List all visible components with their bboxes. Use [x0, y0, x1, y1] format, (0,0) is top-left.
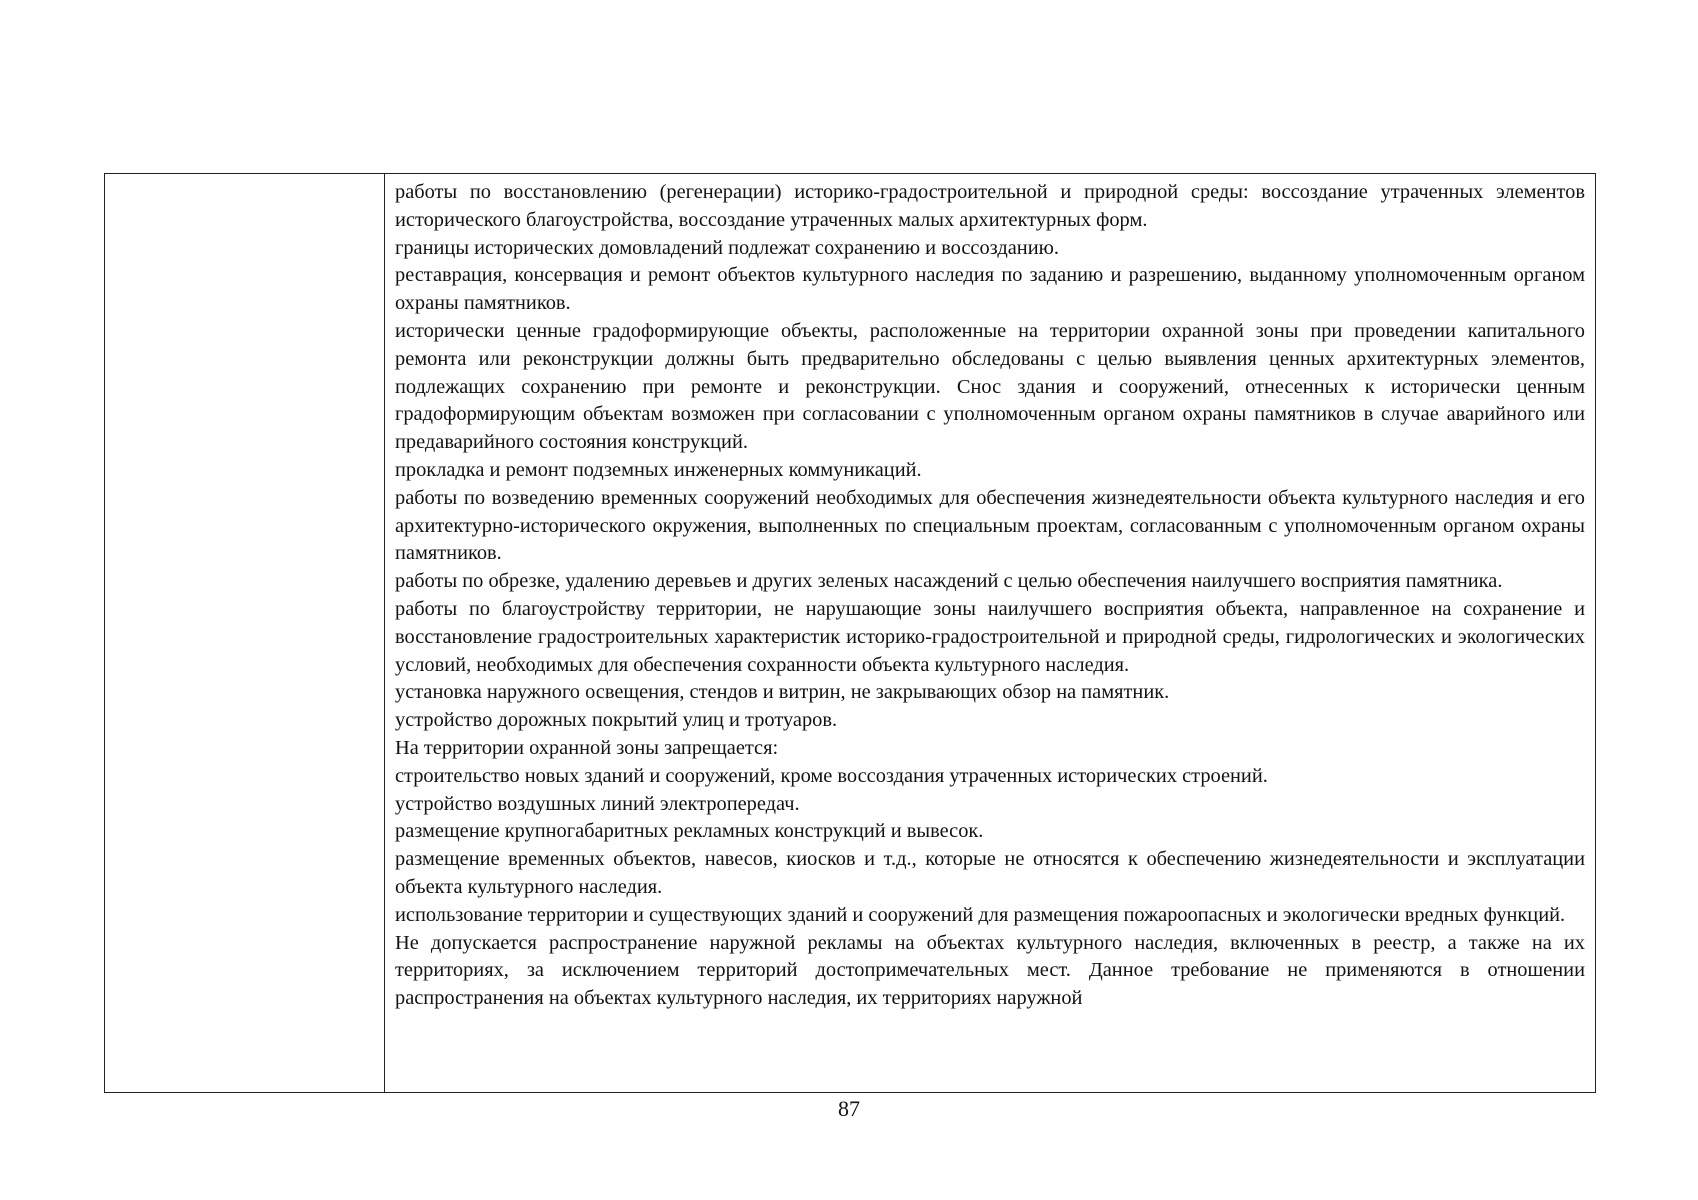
paragraph: Не допускается распространение наружной рекламы на объектах культурного наследия, включенных в реестр, а также на их территориях, за исключением территорий достопримечательных мест. Данное требование не применяются в отношении распространения на объектах культурного наследия, их территориях наружной [395, 931, 1585, 1010]
paragraph: использование территории и существующих зданий и сооружений для размещения пожароопасных и экологически вредных функций. [395, 903, 1566, 926]
section-heading: На территории охранной зоны запрещается: [395, 736, 779, 759]
paragraph: работы по возведению временных сооружений необходимых для обеспечения жизнедеятельности объекта культурного наследия и его архитектурно-исторического окружения, выполненных по специальным проектам, согласованным с уполномоченным органом охраны памятников. [395, 486, 1585, 565]
paragraph: строительство новых зданий и сооружений, кроме воссоздания утраченных исторических строений. [395, 764, 1268, 787]
paragraph: прокладка и ремонт подземных инженерных коммуникаций. [395, 458, 922, 481]
paragraph: реставрация, консервация и ремонт объектов культурного наследия по заданию и разрешению, выданному уполномоченным органом охраны памятников. [395, 264, 1585, 315]
paragraph: исторически ценные градоформирующие объекты, расположенные на территории охранной зоны при проведении капитального ремонта или реконструкции должны быть предварительно обследованы с целью выявления ценных архитектурных элементов, подлежащих сохранению при ремонте и реконструкции. Снос здания и сооружений, отнесенных к исторически ценным градоформирующим объектам возможен при согласовании с уполномоченным органом охраны памятников в случае аварийного или предаварийного состояния конструкций. [395, 319, 1585, 454]
paragraph: размещение крупногабаритных рекламных конструкций и вывесок. [395, 820, 984, 843]
paragraph: работы по обрезке, удалению деревьев и других зеленых насаждений с целью обеспечения наилучшего восприятия памятника. [395, 570, 1503, 593]
content-table [104, 173, 1596, 1093]
paragraph: работы по благоустройству территории, не нарушающие зоны наилучшего восприятия объекта, направленное на сохранение и восстановление градостроительных характеристик историко-градостроительной и природной среды, гидрологических и экологических условий, необходимых для обеспечения сохранности объекта культурного наследия. [395, 597, 1585, 676]
paragraph: размещение временных объектов, навесов, киосков и т.д., которые не относятся к обеспечению жизнедеятельности и эксплуатации объекта культурного наследия. [395, 848, 1585, 898]
table-left-cell [105, 174, 385, 1092]
table-right-cell [385, 174, 1595, 1092]
paragraph: работы по восстановлению (регенерации) историко-градостроительной и природной среды: воссоздание утраченных элементов исторического благоустройства, воссоздание утраченных малых архитектурных форм. [395, 181, 1585, 231]
page-number: 87 [838, 1096, 860, 1121]
paragraph: границы исторических домовладений подлежат сохранению и воссозданию. [395, 236, 1059, 259]
paragraph: установка наружного освещения, стендов и витрин, не закрывающих обзор на памятник. [395, 681, 1170, 704]
paragraph: устройство дорожных покрытий улиц и тротуаров. [395, 709, 838, 732]
paragraph: устройство воздушных линий электропередач. [395, 792, 800, 815]
